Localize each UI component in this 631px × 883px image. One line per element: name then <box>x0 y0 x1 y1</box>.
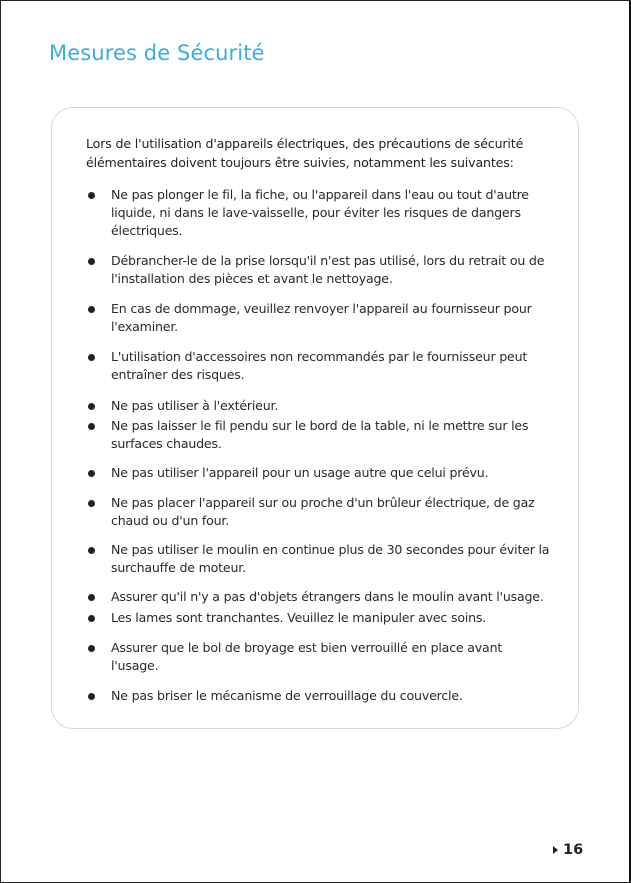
list-item <box>88 609 558 627</box>
bullet-icon <box>88 306 95 313</box>
bullet-icon <box>88 645 95 652</box>
bullet-icon <box>88 403 95 410</box>
bullet-icon <box>88 423 95 430</box>
list-item-text: Ne pas placer l'appareil sur ou proche d'un brûleur électrique, de gaz chaud ou d'un four. <box>111 495 535 528</box>
bullet-icon <box>88 500 95 507</box>
list-item-text: Assurer qu'il n'y a pas d'objets étrangers dans le moulin avant l'usage. <box>111 589 544 604</box>
bullet-icon <box>88 354 95 361</box>
list-item-text: Ne pas briser le mécanisme de verrouillage du couvercle. <box>111 688 463 703</box>
list-item <box>88 464 558 482</box>
list-item <box>88 417 558 453</box>
bullet-icon <box>88 470 95 477</box>
list-item-text: Débrancher-le de la prise lorsqu'il n'est pas utilisé, lors du retrait ou de l'installation des pièces et avant le nettoyage. <box>111 253 545 286</box>
list-item <box>88 186 558 240</box>
list-item-text: L'utilisation d'accessoires non recommandés par le fournisseur peut entraîner des risques. <box>111 349 528 382</box>
page-number: 16 <box>563 842 584 858</box>
bullet-icon <box>88 192 95 199</box>
list-item <box>88 300 558 336</box>
list-item <box>88 541 558 577</box>
bullet-icon <box>88 258 95 265</box>
list-item-text: En cas de dommage, veuillez renvoyer l'appareil au fournisseur pour l'examiner. <box>111 301 532 334</box>
list-item-text: Les lames sont tranchantes. Veuillez le manipuler avec soins. <box>111 610 487 625</box>
intro-text: Lors de l'utilisation d'appareils électriques, des précautions de sécurité élémentaires doivent toujours être suivies, notamment les suivantes: <box>86 136 524 170</box>
bullet-icon <box>88 547 95 554</box>
list-item-text: Ne pas plonger le fil, la fiche, ou l'appareil dans l'eau ou tout d'autre liquide, ni dans le lave-vaisselle, pour éviter les risques de dangers électriques. <box>111 187 529 238</box>
list-item <box>88 639 528 675</box>
list-item <box>88 348 558 384</box>
list-item-text: Ne pas utiliser l'appareil pour un usage autre que celui prévu. <box>111 465 489 480</box>
safety-box <box>51 107 579 729</box>
page-footer <box>553 842 583 858</box>
list-item-text: Ne pas utiliser à l'extérieur. <box>111 398 279 413</box>
list-item <box>88 494 558 530</box>
list-item <box>88 687 558 705</box>
list-item-text: Ne pas laisser le fil pendu sur le bord de la table, ni le mettre sur les surfaces chaudes. <box>111 418 529 451</box>
bullet-icon <box>88 693 95 700</box>
list-item <box>88 397 558 415</box>
list-item <box>88 588 568 606</box>
list-item-text: Assurer que le bol de broyage est bien verrouillé en place avant l'usage. <box>111 640 503 673</box>
triangle-right-icon <box>553 846 558 854</box>
bullet-icon <box>88 594 95 601</box>
list-item <box>88 252 558 288</box>
bullet-icon <box>88 615 95 622</box>
page-title: Mesures de Sécurité <box>49 41 265 65</box>
list-item-text: Ne pas utiliser le moulin en continue plus de 30 secondes pour éviter la surchauffe de moteur. <box>111 542 550 575</box>
